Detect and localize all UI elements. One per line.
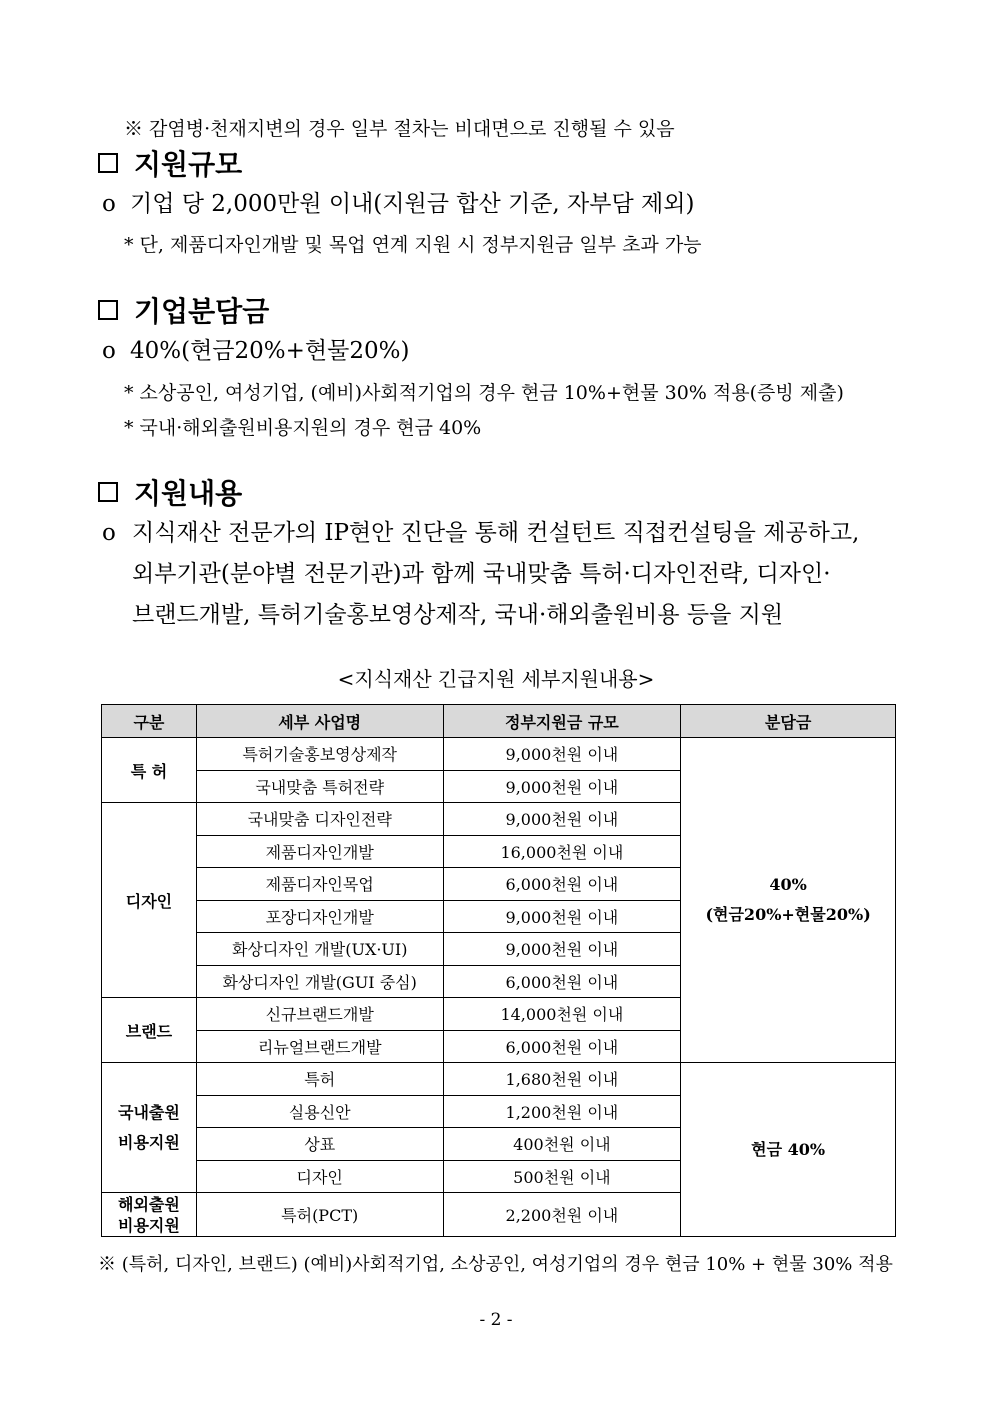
bullet-company-share [102,331,409,371]
checkbox-square-icon [98,153,118,173]
amount-cell: 9,000천원 이내 [443,803,681,836]
program-cell: 디자인 [196,1160,443,1193]
amount-cell: 6,000천원 이내 [443,868,681,901]
amount-cell: 14,000천원 이내 [443,998,681,1031]
bullet-text: 기업 당 2,000만원 이내(지원금 합산 기준, 자부담 제외) [130,191,695,217]
header-amount: 정부지원금 규모 [443,705,681,738]
table-row [102,738,896,771]
program-cell: 리뉴얼브랜드개발 [196,1030,443,1063]
program-cell: 화상디자인 개발(GUI 중심) [196,965,443,998]
amount-cell: 9,000천원 이내 [443,738,681,771]
heading-support-content [98,472,242,512]
support-detail-table [101,704,896,1237]
page-number: - 2 - [479,1310,513,1330]
heading-text: 지원규모 [134,148,243,181]
heading-text: 지원내용 [134,477,243,510]
sub-note-share-1: * 소상공인, 여성기업, (예비)사회적기업의 경우 현금 10%+현물 30% 적용(증빙 제출) [124,382,844,404]
bullet-marker: o [102,520,116,546]
category-design: 디자인 [102,803,197,998]
program-cell: 상표 [196,1128,443,1161]
amount-cell: 2,200천원 이내 [443,1193,681,1237]
program-cell: 특허기술홍보영상제작 [196,738,443,771]
category-overseas-filing: 해외출원 비용지원 [102,1193,197,1237]
amount-cell: 6,000천원 이내 [443,1030,681,1063]
amount-cell: 9,000천원 이내 [443,933,681,966]
heading-support-scale [98,143,242,183]
amount-cell: 6,000천원 이내 [443,965,681,998]
bullet-text: 40%(현금20%+현물20%) [130,338,410,364]
program-cell: 특허(PCT) [196,1193,443,1237]
program-cell: 신규브랜드개발 [196,998,443,1031]
amount-cell: 1,200천원 이내 [443,1095,681,1128]
bullet-support-scale [102,184,694,224]
share-percent: 40% [769,875,807,894]
bullet-marker: o [102,338,116,364]
amount-cell: 400천원 이내 [443,1128,681,1161]
sub-note-scale: * 단, 제품디자인개발 및 목업 연계 지원 시 정부지원금 일부 초과 가능 [124,234,702,256]
share-cell-40 [681,738,896,1063]
share-breakdown: (현금20%+현물20%) [705,905,871,924]
share-cell-cash: 현금 40% [681,1063,896,1237]
category-patent: 특 허 [102,738,197,803]
amount-cell: 9,000천원 이내 [443,770,681,803]
top-note: ※ 감염병·천재지변의 경우 일부 절차는 비대면으로 진행될 수 있음 [124,118,675,140]
paragraph-line-3: 브랜드개발, 특허기술홍보영상제작, 국내·해외출원비용 등을 지원 [132,602,784,628]
content-paragraph [102,513,902,636]
bullet-marker: o [102,191,116,217]
program-cell: 특허 [196,1063,443,1096]
heading-text: 기업분담금 [134,295,270,328]
program-cell: 국내맞춤 특허전략 [196,770,443,803]
paragraph-line-2: 외부기관(분야별 전문기관)과 함께 국내맞춤 특허·디자인전략, 디자인· [132,561,831,587]
amount-cell: 9,000천원 이내 [443,900,681,933]
program-cell: 화상디자인 개발(UX·UI) [196,933,443,966]
header-share: 분담금 [681,705,896,738]
checkbox-square-icon [98,482,118,502]
header-category: 구분 [102,705,197,738]
program-cell: 실용신안 [196,1095,443,1128]
program-cell: 제품디자인목업 [196,868,443,901]
table-header-row [102,705,896,738]
amount-cell: 16,000천원 이내 [443,835,681,868]
table-footnote: ※ (특허, 디자인, 브랜드) (예비)사회적기업, 소상공인, 여성기업의 경우 현금 10% + 현물 30% 적용 [98,1254,893,1275]
table-row [102,1063,896,1096]
checkbox-square-icon [98,300,118,320]
category-brand: 브랜드 [102,998,197,1063]
table-caption: <지식재산 긴급지원 세부지원내용> [337,667,655,691]
heading-company-share [98,290,269,330]
program-cell: 제품디자인개발 [196,835,443,868]
header-program: 세부 사업명 [196,705,443,738]
amount-cell: 1,680천원 이내 [443,1063,681,1096]
sub-note-share-2: * 국내·해외출원비용지원의 경우 현금 40% [124,417,482,439]
program-cell: 국내맞춤 디자인전략 [196,803,443,836]
category-domestic-filing: 국내출원 비용지원 [102,1063,197,1193]
program-cell: 포장디자인개발 [196,900,443,933]
paragraph-line-1: o 지식재산 전문가의 IP현안 진단을 통해 컨설턴트 직접컨설팅을 제공하고, [102,513,902,554]
amount-cell: 500천원 이내 [443,1160,681,1193]
